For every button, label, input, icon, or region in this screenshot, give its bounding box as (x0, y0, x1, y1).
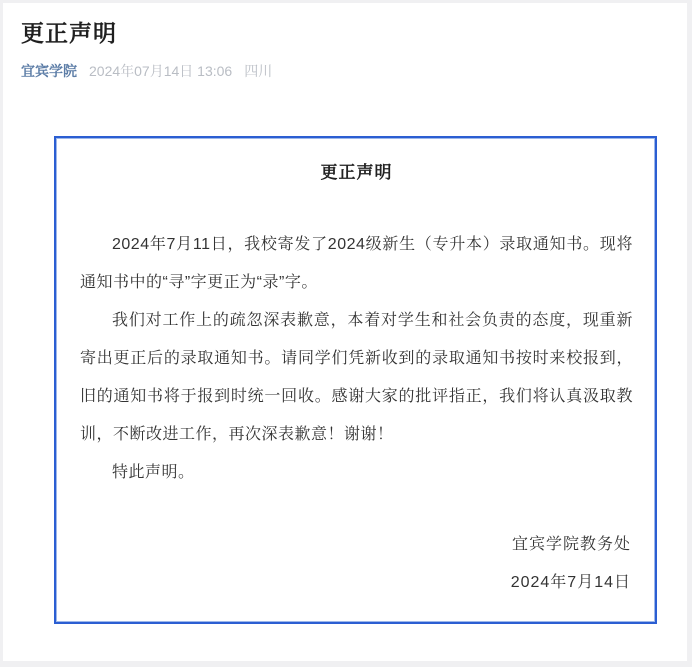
statement-paragraph-1: 2024年7月11日，我校寄发了2024级新生（专升本）录取通知书。现将通知书中的“寻”字更正为“录”字。 (80, 236, 633, 291)
page-title: 更正声明 (21, 20, 117, 46)
publisher-link[interactable]: 宜宾学院 (21, 63, 77, 79)
signature-org: 宜宾学院教务处 (511, 536, 631, 553)
statement-paragraph-2: 我们对工作上的疏忽深表歉意，本着对学生和社会负责的态度，现重新寄出更正后的录取通知书。请同学们凭新收到的录取通知书按时来校报到，旧的通知书将于报到时统一回收。感谢大家的批评指正，我们将认真汲取教训，不断改进工作，再次深表歉意！谢谢！ (80, 312, 633, 443)
statement-box (54, 136, 657, 624)
signature-block (80, 526, 633, 602)
publish-datetime: 2024年07月14日 13:06 (89, 63, 233, 79)
statement-title: 更正声明 (320, 163, 393, 182)
signature-date: 2024年7月14日 (510, 574, 631, 591)
article-header (3, 3, 687, 81)
statement-body (80, 226, 633, 492)
statement-paragraph-3: 特此声明。 (112, 464, 195, 481)
article-meta (21, 61, 669, 81)
publish-location: 四川 (244, 63, 273, 79)
article-card (3, 3, 687, 661)
